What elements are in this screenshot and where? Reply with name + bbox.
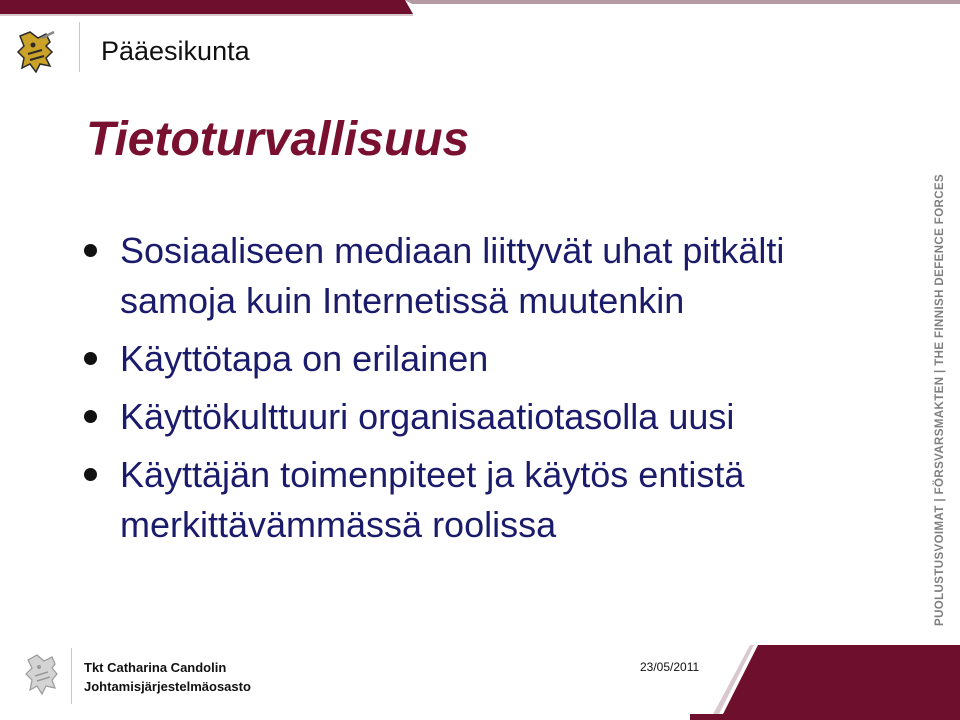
bullet-item [84,450,904,550]
bullet-text: Käyttökulttuuri organisaatiotasolla uusi [120,396,735,437]
footer-date: 23/05/2011 [640,660,700,674]
top-brand-band [0,0,960,20]
lion-emblem-icon [22,652,62,698]
bottom-corner-band [690,640,960,720]
bullet-item [84,226,904,326]
footer-divider [71,648,72,704]
lion-emblem-icon [12,28,60,76]
bullet-text: Käyttäjän toimenpiteet ja käytös entistä merkittävämmässä roolissa [120,454,745,545]
bullet-dot [84,352,97,365]
header-divider [79,22,80,72]
bullet-item [84,334,904,384]
bullet-dot [84,244,97,257]
org-name: Pääesikunta [101,36,250,66]
bullet-dot [84,468,97,481]
bullet-item [84,392,904,442]
presenter-name: Tkt Catharina Candolin [84,660,227,675]
vertical-brand-text: PUOLUSTUSVOIMAT | FÖRSVARSMAKTEN | THE FINNISH DEFENCE FORCES [934,173,946,626]
bullet-text: Sosiaaliseen mediaan liittyvät uhat pitkälti samoja kuin Internetissä muutenkin [120,230,785,321]
bullet-text: Käyttötapa on erilainen [120,338,489,379]
slide-title: Tietoturvallisuus [86,113,470,166]
bullet-dot [84,410,97,423]
bullet-list [84,226,904,558]
presenter-department: Johtamisjärjestelmäosasto [84,679,251,694]
